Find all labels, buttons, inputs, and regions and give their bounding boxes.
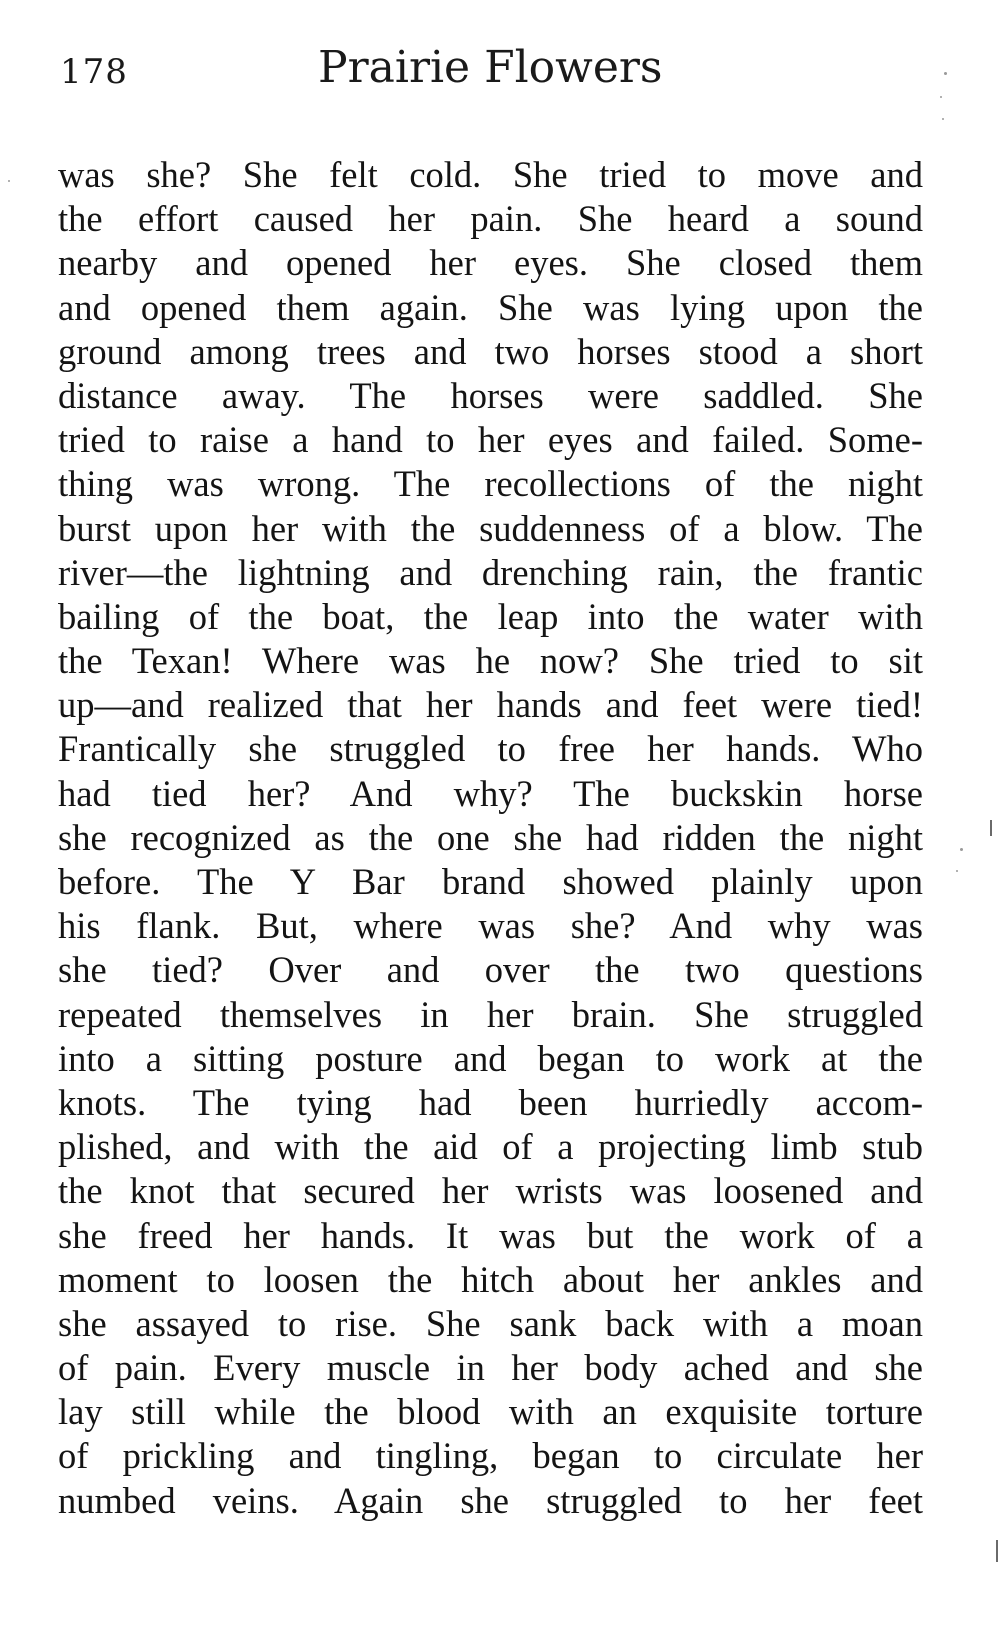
page-header (0, 42, 1000, 112)
text-line: had tied her? And why? The buckskin horse (58, 772, 923, 814)
text-line: of prickling and tingling, began to circulate her (58, 1435, 923, 1477)
running-title: Prairie Flowers (318, 42, 663, 93)
scan-speck (944, 72, 947, 75)
text-line: up—and realized that her hands and feet were tied! (58, 684, 923, 726)
text-line: nearby and opened her eyes. She closed them (58, 242, 923, 284)
text-line: moment to loosen the hitch about her ankles and (58, 1258, 923, 1300)
text-line: river—the lightning and drenching rain, the frantic (58, 551, 923, 593)
scan-speck (942, 118, 944, 120)
text-line: Frantically she struggled to free her hands. Who (58, 728, 923, 770)
text-line: she freed her hands. It was but the work of a (58, 1214, 923, 1256)
text-line: thing was wrong. The recollections of the night (58, 463, 923, 505)
text-line: the effort caused her pain. She heard a sound (58, 198, 923, 240)
scan-speck (8, 180, 10, 182)
text-line: the Texan! Where was he now? She tried to sit (58, 640, 923, 682)
text-line: of pain. Every muscle in her body ached and she (58, 1347, 923, 1389)
text-line: tried to raise a hand to her eyes and failed. Some- (58, 419, 923, 461)
body-text (58, 153, 923, 1523)
text-line: before. The Y Bar brand showed plainly upon (58, 861, 923, 902)
text-line: and opened them again. She was lying upon the (58, 286, 923, 328)
text-line: the knot that secured her wrists was loosened and (58, 1170, 923, 1212)
scan-mark (990, 820, 992, 836)
text-line: burst upon her with the suddenness of a blow. The (58, 507, 923, 549)
text-line: she recognized as the one she had ridden the night (58, 816, 923, 858)
text-line: she assayed to rise. She sank back with a moan (58, 1302, 923, 1344)
scan-mark (996, 1540, 998, 1562)
scan-speck (940, 96, 942, 98)
text-line: she tied? Over and over the two questions (58, 949, 923, 991)
text-line: plished, and with the aid of a projecting limb stub (58, 1126, 923, 1168)
scan-speck (956, 870, 958, 872)
text-line: lay still while the blood with an exquisite torture (58, 1391, 923, 1433)
text-line: his flank. But, where was she? And why was (58, 905, 923, 947)
page-number: 178 (60, 52, 128, 92)
text-line: ground among trees and two horses stood a short (58, 330, 923, 372)
text-line: into a sitting posture and began to work at the (58, 1037, 923, 1079)
text-line: repeated themselves in her brain. She struggled (58, 993, 923, 1035)
text-line: distance away. The horses were saddled. She (58, 374, 923, 416)
text-line: numbed veins. Again she struggled to her feet (58, 1479, 923, 1521)
text-line: bailing of the boat, the leap into the water with (58, 595, 923, 637)
scan-speck (960, 848, 963, 851)
text-line: knots. The tying had been hurriedly accom- (58, 1081, 923, 1123)
text-line: was she? She felt cold. She tried to move and (58, 154, 923, 195)
